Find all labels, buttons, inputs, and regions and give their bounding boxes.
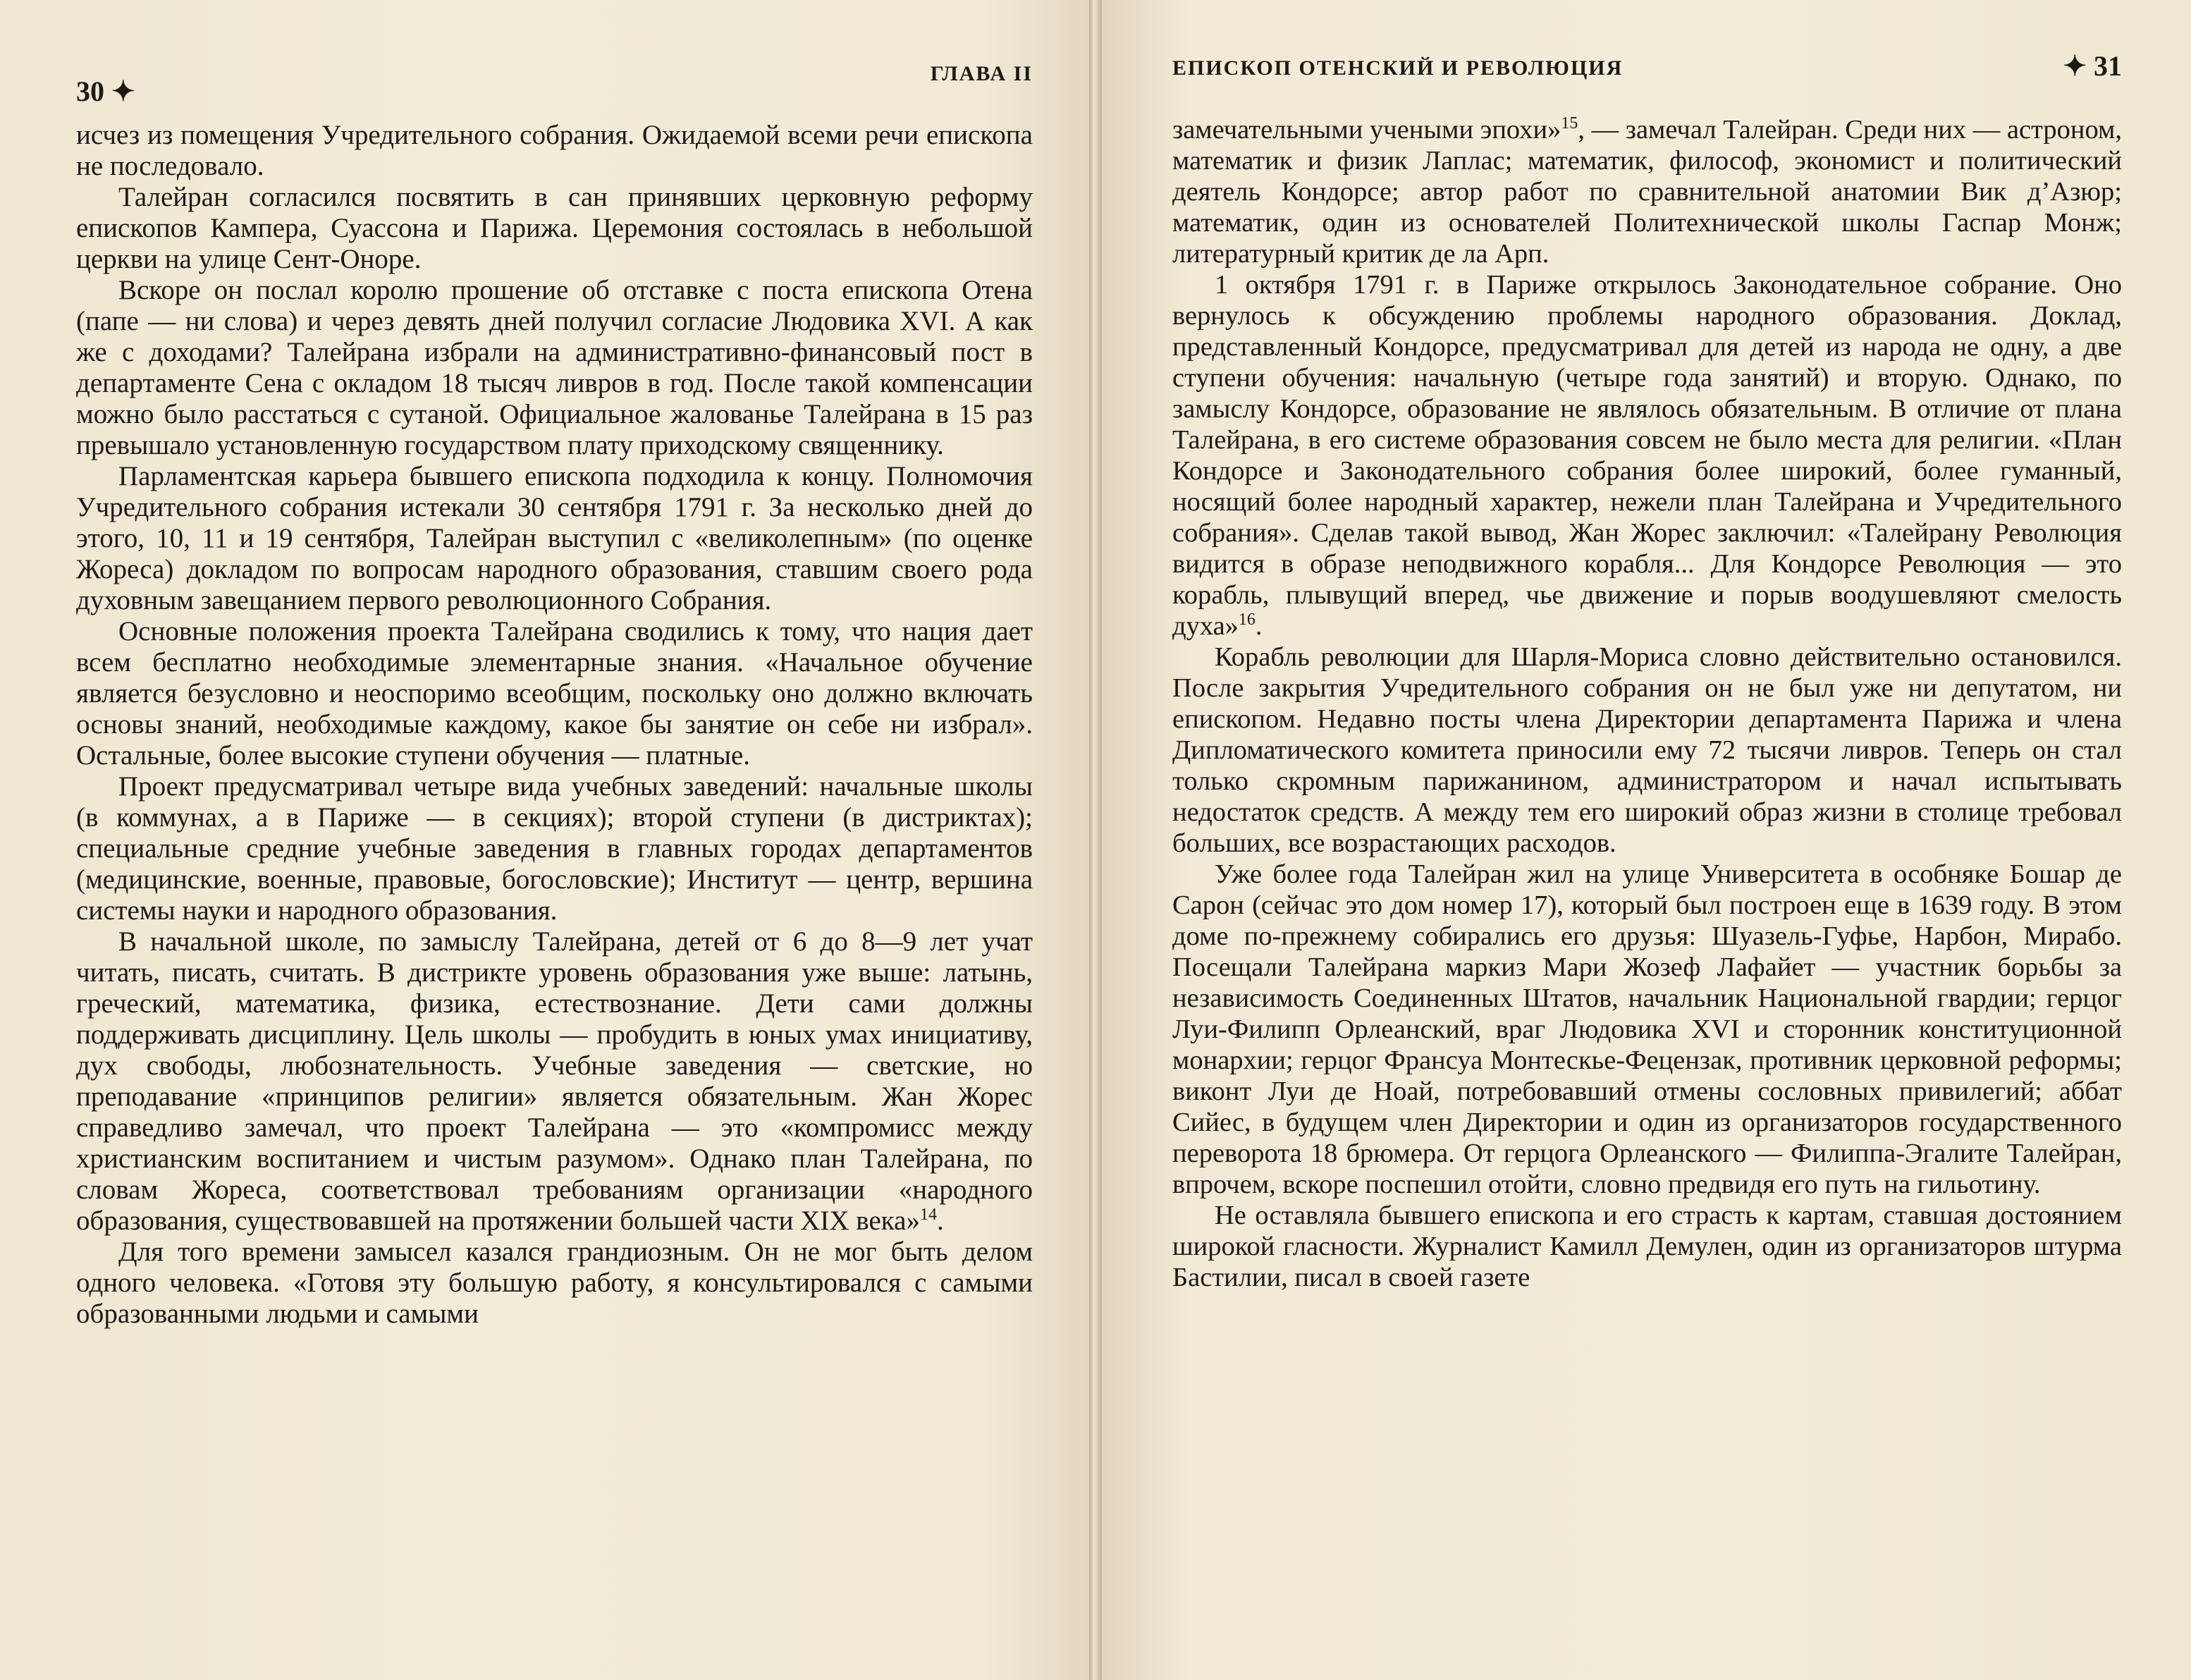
left-paragraph-5: Основные положения проекта Талейрана сводились к тому, что нация дает всем бесплатно необходимые элементарные знания. «Начальное обучение является безусловно и неоспоримо всеобщим, поскольку оно должно включать основы знаний, необходимые каждому, какое бы занятие он себе ни избрал». Остальные, более высокие ступени обучения — платные. — [76, 616, 1033, 771]
left-paragraph-7: В начальной школе, по замыслу Талейрана, детей от 6 до 8—9 лет учат читать, писать, считать. В дистрикте уровень образования уже выше: латынь, греческий, математика, физика, естествознание. Дети сами должны поддерживать дисциплину. Цель школы — пробудить в юных умах инициативу, дух свободы, любознательность. Учебные заведения — светские, но преподавание «принципов религии» является обязательным. Жан Жорес справедливо замечал, что проект Талейрана — это «компромисс между христианским воспитанием и чистым разумом». Однако план Талейрана, по словам Жореса, соответствовал требованиям организации «народного образования, существовавшей на протяжении большей части XIX века»$^{14}$. — [76, 926, 1033, 1236]
left-page-body — [76, 120, 1033, 1330]
left-paragraph-4: Парламентская карьера бывшего епископа подходила к концу. Полномочия Учредительного собрания истекали 30 сентября 1791 г. За несколько дней до этого, 10, 11 и 19 сентября, Талейран выступил с «великолепным» (по оценке Жореса) докладом по вопросам народного образования, ставшим своего рода духовным завещанием первого революционного Собрания. — [76, 461, 1033, 615]
right-page-body — [1172, 114, 2122, 1293]
left-paragraph-2: Талейран согласился посвятить в сан принявших церковную реформу епископов Кампера, Суассона и Парижа. Церемония состоялась в небольшой церкви на улице Сент-Оноре. — [76, 182, 1033, 274]
left-paragraph-8: Для того времени замысел казался грандиозным. Он не мог быть делом одного человека. «Готовя эту большую работу, я консультировался с самыми образованными людьми и самыми — [76, 1237, 1033, 1329]
right-paragraph-1 — [1172, 114, 2122, 269]
right-running-head: ЕПИСКОП ОТЕНСКИЙ И РЕВОЛЮЦИЯ — [1172, 56, 1624, 80]
right-paragraph-1-start: замечательными учеными эпохи» — [1172, 115, 1561, 145]
right-page-header — [1172, 49, 2122, 114]
right-paragraph-3: Корабль революции для Шарля-Мориса словно действительно остановился. После закрытия Учредительного собрания он не был уже ни депутатом, ни епископом. Недавно посты члена Директории департамента Парижа и члена Дипломатического комитета приносили ему 72 тысячи ливров. Теперь он стал только скромным парижанином, администратором и начал испытывать недостаток средств. А между тем его широкий образ жизни в столице требовал больших, все возрастающих расходов. — [1172, 642, 2122, 858]
right-paragraph-1-rest: , — замечал Талейран. Среди них — астроном, математик и физик Лаплас; математик, философ, экономист и политический деятель Кондорсе; автор работ по сравнительной анатомии Вик д’Азюр; математик, один из основателей Политехнической школы Гаспар Монж; литературный критик де ла Арп. — [1172, 115, 2122, 269]
left-paragraph-6: Проект предусматривал четыре вида учебных заведений: начальные школы (в коммунах, а в Париже — в секциях); второй ступени (в дистриктах); специальные средние учебные заведения в главных городах департаментов (медицинские, военные, правовые, богословские); Институт — центр, вершина системы науки и народного образования. — [76, 771, 1033, 926]
footnote-ref-15: 15 — [1561, 114, 1578, 133]
right-paragraph-2-text: 1 октября 1791 г. в Париже открылось Законодательное собрание. Оно вернулось к обсуждению проблемы народного образования. Доклад, представленный Кондорсе, предусматривал для детей из народа не одну, а две ступени обучения: начальную (четыре года занятий) и вторую. Однако, по замыслу Кондорсе, образование не являлось обязательным. В отличие от плана Талейрана, в его системе образования совсем не было места для религии. «План Кондорсе и Законодательного собрания более широкий, более гуманный, носящий более народный характер, нежели план Талейрана и Учредительного собрания». Сделав такой вывод, Жан Жорес заключил: «Талейрану Революция видится в образе неподвижного корабля... Для Кондорсе Революция — это корабль, плывущий вперед, чье движение и порыв воодушевляют смелость духа» — [1172, 270, 2122, 641]
left-paragraph-1: исчез из помещения Учредительного собрания. Ожидаемой всеми речи епископа не последовало. — [76, 120, 1033, 181]
left-page — [0, 0, 1089, 1680]
left-paragraph-7-text: В начальной школе, по замыслу Талейрана, детей от 6 до 8—9 лет учат читать, писать, считать. В дистрикте уровень образования уже выше: латынь, греческий, математика, физика, естествознание. Дети сами должны поддерживать дисциплину. Цель школы — пробудить в юных умах инициативу, дух свободы, любознательность. Учебные заведения — светские, но преподавание «принципов религии» является обязательным. Жан Жорес справедливо замечал, что проект Талейрана — это «компромисс между христианским воспитанием и чистым разумом». Однако план Талейрана, по словам Жореса, соответствовал требованиям организации «народного образования, существовавшей на протяжении большей части XIX века» — [76, 926, 1033, 1236]
right-paragraph-4: Уже более года Талейран жил на улице Университета в особняке Бошар де Сарон (сейчас это дом номер 17), который был построен еще в 1639 году. В этом доме по-прежнему собирались его друзья: Шуазель-Гуфье, Нарбон, Мирабо. Посещали Талейрана маркиз Мари Жозеф Лафайет — участник борьбы за независимость Соединенных Штатов, начальник Национальной гвардии; герцог Луи-Филипп Орлеанский, враг Людовика XVI и сторонник конституционной монархии; герцог Франсуа Монтескье-Фецензак, противник церковной реформы; виконт Луи де Ноай, потребовавший отмены сословных привилегий; аббат Сийес, в будущем член Директории и один из организаторов государственного переворота 18 брюмера. От герцога Орлеанского — Филиппа-Эгалите Талейран, впрочем, вскоре поспешил отойти, словно предвидя его путь на гильотину. — [1172, 859, 2122, 1199]
book-gutter — [1089, 0, 1102, 1680]
footnote-ref-16: 16 — [1238, 611, 1256, 630]
right-paragraph-5: Не оставляла бывшего епископа и его страсть к картам, ставшая достоянием широкой гласности. Журналист Камилл Демулен, один из организаторов штурма Бастилии, писал в своей газете — [1172, 1201, 2122, 1292]
left-paragraph-3: Вскоре он послал королю прошение об отставке с поста епископа Отена (папе — ни слова) и через девять дней получил согласие Людовика XVI. А как же с доходами? Талейрана избрали на административно-финансовый пост в департаменте Сена с окладом 18 тысяч ливров в год. После такой компенсации можно было расстаться с сутаной. Официальное жалованье Талейрана в 15 раз превышало установленную государством плату приходскому священнику. — [76, 275, 1033, 460]
right-paragraph-2: 1 октября 1791 г. в Париже открылось Законодательное собрание. Оно вернулось к обсуждению проблемы народного образования. Доклад, представленный Кондорсе, предусматривал для детей из народа не одну, а две ступени обучения: начальную (четыре года занятий) и вторую. Однако, по замыслу Кондорсе, образование не являлось обязательным. В отличие от плана Талейрана, в его системе образования совсем не было места для религии. «План Кондорсе и Законодательного собрания более широкий, более гуманный, носящий более народный характер, нежели план Талейрана и Учредительного собрания». Сделав такой вывод, Жан Жорес заключил: «Талейрану Революция видится в образе неподвижного корабля... Для Кондорсе Революция — это корабль, плывущий вперед, чье движение и порыв воодушевляют смелость духа»$^{16}$. — [1172, 270, 2122, 641]
left-page-header — [76, 55, 1033, 120]
right-page-number: ✦ 31 — [2063, 50, 2122, 82]
left-running-head: ГЛАВА II — [930, 62, 1033, 85]
right-page — [1102, 0, 2191, 1680]
footnote-ref-14: 14 — [919, 1206, 937, 1224]
left-page-number: 30 ✦ — [76, 75, 135, 107]
